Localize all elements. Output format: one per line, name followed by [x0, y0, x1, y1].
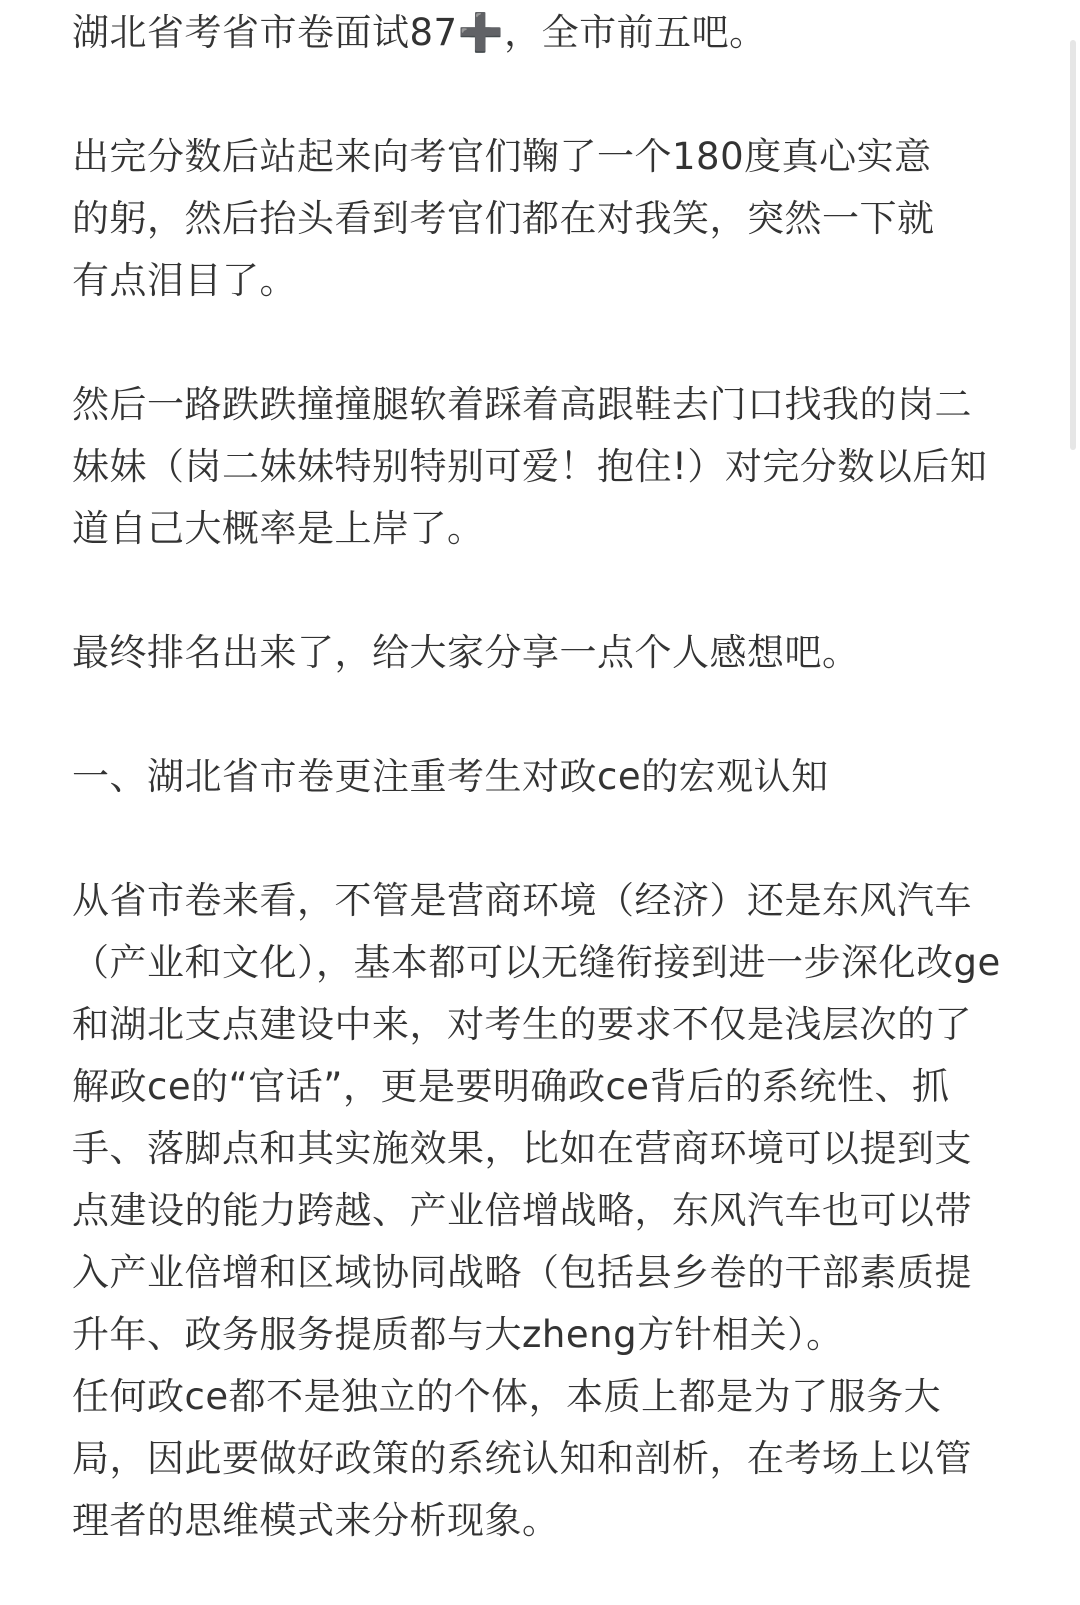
- text-line: 理者的思维模式来分析现象。: [72, 1499, 560, 1542]
- paragraph-6: [72, 870, 1001, 1552]
- text-line: 出完分数后站起来向考官们鞠了一个180度真心实意: [72, 135, 932, 178]
- text-line: 道自己大概率是上岸了。: [72, 507, 485, 550]
- paragraph-2: [72, 126, 972, 312]
- text-line: 点建设的能力跨越、产业倍增战略，东风汽车也可以带: [72, 1189, 972, 1232]
- paragraph-1: [72, 2, 972, 64]
- text-line: （产业和文化），基本都可以无缝衔接到进一步深化改ge: [72, 941, 1001, 984]
- text-line: 入产业倍增和区域协同战略（包括县乡卷的干部素质提: [72, 1251, 972, 1294]
- text-line: 手、落脚点和其实施效果，比如在营商环境可以提到支: [72, 1127, 972, 1170]
- text-line: 一、湖北省市卷更注重考生对政ce的宏观认知: [72, 755, 829, 798]
- text-line: 任何政ce都不是独立的个体，本质上都是为了服务大: [72, 1375, 942, 1418]
- text-line: 有点泪目了。: [72, 259, 297, 302]
- text-line: 解政ce的“官话”，更是要明确政ce背后的系统性、抓: [72, 1065, 950, 1108]
- text-line: 湖北省考省市卷面试87➕，全市前五吧。: [72, 11, 767, 54]
- scrollbar[interactable]: [1068, 0, 1076, 1605]
- paragraph-3: [72, 374, 988, 560]
- text-line: 和湖北支点建设中来，对考生的要求不仅是浅层次的了: [72, 1003, 972, 1046]
- text-line: 最终排名出来了，给大家分享一点个人感想吧。: [72, 631, 860, 674]
- text-line: 局，因此要做好政策的系统认知和剖析，在考场上以管: [72, 1437, 972, 1480]
- text-line: 妹妹（岗二妹妹特别特别可爱！抱住!）对完分数以后知: [72, 445, 988, 488]
- paragraph-4: [72, 622, 972, 684]
- section-heading-1: [72, 746, 972, 808]
- scrollbar-thumb[interactable]: [1070, 40, 1076, 450]
- post-body: [72, 0, 1001, 1552]
- text-line: 的躬，然后抬头看到考官们都在对我笑，突然一下就: [72, 197, 935, 240]
- text-line: 然后一路跌跌撞撞腿软着踩着高跟鞋去门口找我的岗二: [72, 383, 972, 426]
- text-line: 从省市卷来看，不管是营商环境（经济）还是东风汽车: [72, 879, 972, 922]
- text-line: 升年、政务服务提质都与大zheng方针相关）。: [72, 1313, 844, 1356]
